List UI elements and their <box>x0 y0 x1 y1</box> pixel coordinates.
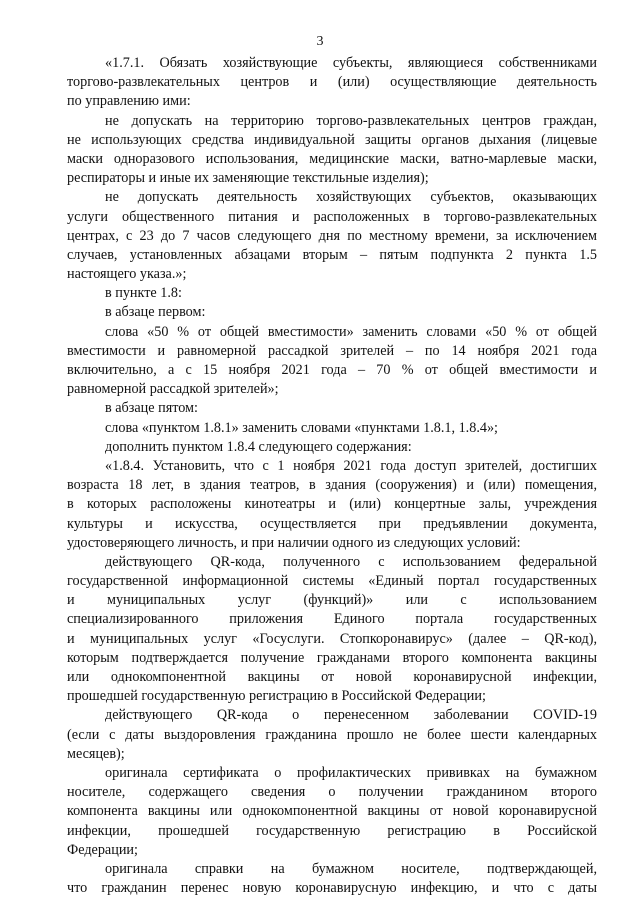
text-line: торгово-развлекательных центров и (или) осуществляющие деятельность <box>67 74 597 91</box>
text-line: в пункте 1.8: <box>105 285 182 302</box>
text-line: не использующих средства индивидуальной защиты органов дыхания (лицевые <box>67 131 597 148</box>
text-line: настоящего указа.»; <box>67 266 187 283</box>
text-line: оригинала сертификата о профилактических прививках на бумажном <box>105 764 597 781</box>
text-line: по управлению ими: <box>67 93 191 110</box>
text-line: респираторы и иные их заменяющие текстильные изделия); <box>67 170 429 187</box>
text-line: оригинала справки на бумажном носителе, подтверждающей, <box>105 860 597 877</box>
text-line: «1.7.1. Обязать хозяйствующие субъекты, являющиеся собственниками <box>105 55 597 71</box>
text-line: месяцев); <box>67 745 125 762</box>
text-line: прошедшей государственную регистрацию в Российской Федерации; <box>67 688 486 705</box>
text-line: носителе, содержащего сведения о получении гражданином второго <box>67 784 597 801</box>
text-line: Федерации; <box>67 841 138 858</box>
text-line: не допускать на территорию торгово-развлекательных центров граждан, <box>105 112 597 129</box>
text-line: слова «пунктом 1.8.1» заменить словами «пунктами 1.8.1, 1.8.4»; <box>105 419 499 436</box>
text-line: и муниципальных услуг (функций)» или с использованием <box>67 592 597 609</box>
text-line: которым подтверждается получение гражданами второго компонента вакцины <box>67 649 597 666</box>
text-line: или однокомпонентной вакцины от новой коронавирусной инфекции, <box>67 669 597 685</box>
text-line: (если с даты выздоровления гражданина прошло не более шести календарных <box>67 726 597 743</box>
text-line: действующего QR-кода, полученного с использованием федеральной <box>105 553 597 570</box>
text-line: равномерной рассадкой зрителей»; <box>67 381 279 398</box>
text-line: удостоверяющего личность, и при наличии одного из следующих условий: <box>67 534 521 551</box>
text-line: в абзаце первом: <box>105 304 206 321</box>
text-line: в которых расположены кинотеатры и (или) концертные залы, учреждения <box>67 496 597 513</box>
text-line: и муниципальных услуг «Госуслуги. Стопкоронавирус» (далее – QR-код), <box>67 630 597 647</box>
text-line: случаев, установленных абзацами вторым – пятым подпункта 2 пункта 1.5 <box>67 246 597 263</box>
text-line: инфекции, прошедшей государственную регистрацию в Российской <box>67 822 597 839</box>
text-line: дополнить пунктом 1.8.4 следующего содержания: <box>105 438 412 455</box>
text-line: маски одноразового использования, медицинские маски, ватно-марлевые маски, <box>67 150 597 167</box>
text-line: возраста 18 лет, в здания театров, в здания (сооружения) и (или) помещения, <box>67 477 597 494</box>
text-line: слова «50 % от общей вместимости» заменить словами «50 % от общей <box>105 323 597 340</box>
text-line: специализированного приложения Единого портала государственных <box>67 611 597 628</box>
text-line: культуры и искусства, осуществляется при предъявлении документа, <box>67 515 597 532</box>
text-line: компонента вакцины или однокомпонентной вакцины от новой коронавирусной <box>67 803 597 820</box>
text-line: включительно, а с 15 ноября 2021 года – 70 % от общей вместимости и <box>67 362 597 378</box>
text-line: центрах, с 23 до 7 часов следующего дня по местному времени, за исключением <box>67 227 597 244</box>
text-line: в абзаце пятом: <box>105 400 198 417</box>
text-line: услуги общественного питания и расположенных в торгово-развлекательных <box>67 208 597 225</box>
text-line: «1.8.4. Установить, что с 1 ноября 2021 года доступ зрителей, достигших <box>105 457 597 474</box>
text-line: не допускать деятельность хозяйствующих субъектов, оказывающих <box>105 189 597 206</box>
document-body <box>67 54 597 898</box>
page-number: 3 <box>316 34 324 49</box>
text-line: вместимости и равномерной рассадкой зрителей – по 14 ноября 2021 года <box>67 342 597 359</box>
text-line: действующего QR-кода о перенесенном заболевании COVID-19 <box>105 707 597 724</box>
text-line: государственной информационной системы «Единый портал государственных <box>67 573 597 590</box>
text-line: что гражданин перенес новую коронавирусную инфекцию, и что с даты <box>67 880 597 897</box>
